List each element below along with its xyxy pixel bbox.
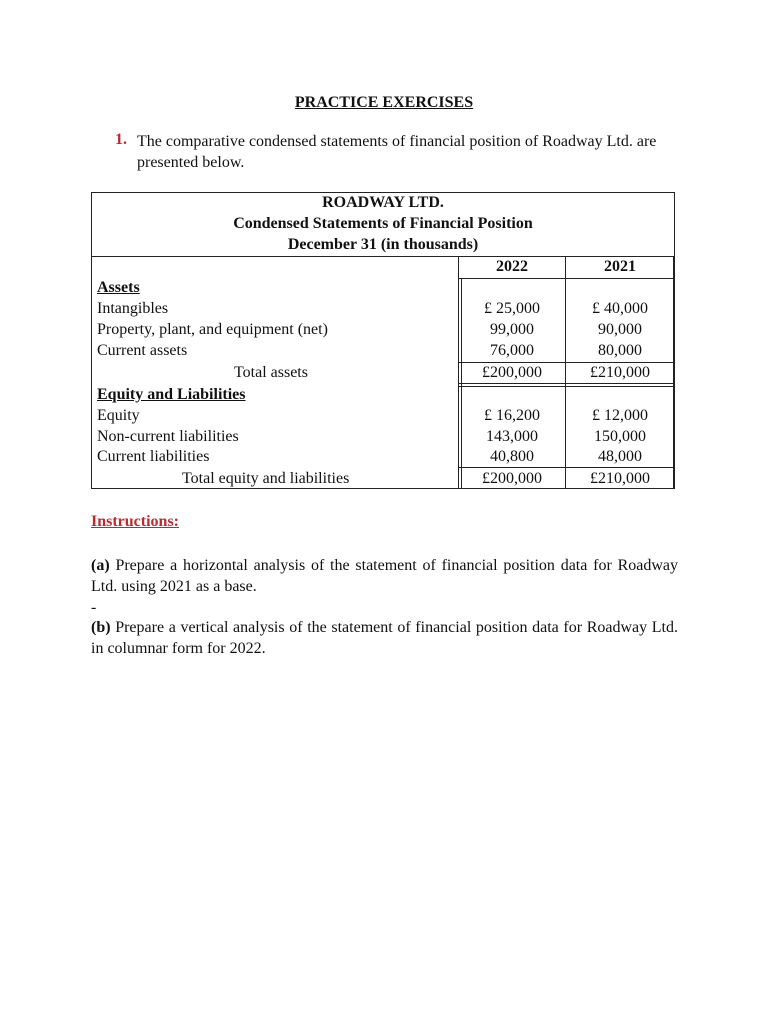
exercise-number: 1.	[115, 131, 127, 148]
cell-2022: 40,800	[490, 448, 534, 465]
equity-liabilities-heading: Equity and Liabilities	[97, 386, 246, 403]
separator: -	[91, 599, 97, 616]
cell-2022: 76,000	[490, 342, 534, 359]
assets-heading: Assets	[97, 279, 140, 296]
table-divider	[459, 278, 674, 279]
instruction-a-tag: (a)	[91, 557, 110, 574]
instruction-b-tag: (b)	[91, 619, 111, 636]
cell-2022: 143,000	[486, 428, 538, 445]
total-rule	[459, 383, 674, 384]
total-assets-2021: £210,000	[590, 364, 650, 381]
cell-2021: £ 40,000	[592, 300, 648, 317]
cell-2022: £ 16,200	[484, 407, 540, 424]
cell-2021: 48,000	[598, 448, 642, 465]
row-label: Property, plant, and equipment (net)	[97, 321, 328, 338]
total-equity-liabilities-2022: £200,000	[482, 470, 542, 487]
total-equity-liabilities-2021: £210,000	[590, 470, 650, 487]
exercise-text: The comparative condensed statements of financial position of Roadway Ltd. are presented below.	[137, 133, 657, 171]
total-equity-liabilities-label: Total equity and liabilities	[182, 470, 350, 487]
column-header-2021: 2021	[604, 258, 636, 275]
column-header-2022: 2022	[496, 258, 528, 275]
cell-2022: £ 25,000	[484, 300, 540, 317]
total-assets-label: Total assets	[234, 364, 308, 381]
row-label: Current liabilities	[97, 448, 210, 465]
company-name: ROADWAY LTD.	[322, 194, 444, 211]
row-label: Intangibles	[97, 300, 169, 317]
cell-2021: 90,000	[598, 321, 642, 338]
instruction-a	[91, 555, 678, 597]
row-label: Non-current liabilities	[97, 428, 239, 445]
total-rule	[459, 386, 674, 387]
cell-2021: 80,000	[598, 342, 642, 359]
instructions-title: Instructions:	[91, 513, 180, 530]
cell-2022: 99,000	[490, 321, 534, 338]
table-divider	[91, 256, 675, 257]
instruction-b-text: Prepare a vertical analysis of the statement of financial position data for Roadway Ltd. in columnar form for 2022.	[91, 619, 678, 657]
statement-date: December 31 (in thousands)	[287, 236, 479, 253]
total-assets-2022: £200,000	[482, 364, 542, 381]
instruction-b	[91, 617, 678, 659]
page-title: PRACTICE EXERCISES	[294, 94, 474, 111]
row-label: Equity	[97, 407, 140, 424]
statement-title: Condensed Statements of Financial Position	[233, 215, 533, 232]
instruction-a-text: Prepare a horizontal analysis of the statement of financial position data for Roadway Ltd. using 2021 as a base.	[91, 557, 678, 595]
cell-2021: £ 12,000	[592, 407, 648, 424]
cell-2021: 150,000	[594, 428, 646, 445]
row-label: Current assets	[97, 342, 188, 359]
